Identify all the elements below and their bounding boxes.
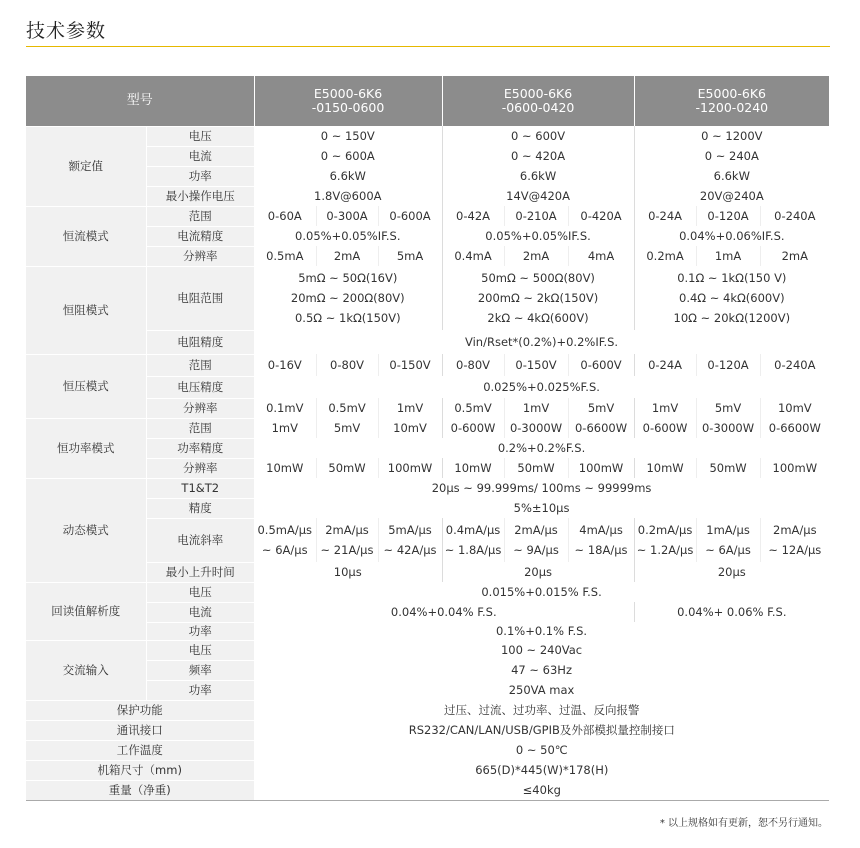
cell: 0.04%+ 0.06% F.S. [634,602,829,622]
cell: 1.8V@600A [314,189,382,203]
cell: 5mΩ ~ 50Ω(16V) 20mΩ ~ 200Ω(80V) 0.5Ω ~ 1kΩ(150V) [290,271,405,325]
cell: 2mA [316,246,378,266]
row-label: 电压 [146,640,254,660]
cell: 14V@420A [442,186,634,206]
page-title: 技术参数 [26,20,107,42]
row-label: 电阻精度 [146,330,254,354]
cell: 0.025%+0.025%F.S. [483,380,600,394]
cell: 0.2mA/μs ~ 1.2A/μs [634,518,696,562]
cell: 0-6600W [760,418,829,438]
cell: 过压、过流、过功率、过温、反向报警 [444,703,640,717]
group-ac: 交流输入 [26,640,146,700]
group-dynamic: 动态模式 [26,478,146,582]
cell: 0.05%+0.05%IF.S. [295,229,401,243]
ac-power-row [26,680,829,700]
cc-accuracy-row [26,226,829,246]
row-label: 功率 [146,166,254,186]
cell: 0.1mV [266,401,304,415]
cell: 10mW [442,458,504,478]
row-label: 电阻范围 [146,266,254,330]
cell: 2mA [760,246,829,266]
row-label: 保护功能 [26,700,254,720]
cell: 1mA/μs ~ 6A/μs [696,518,760,562]
cell: 250VA max [508,683,575,697]
group-cc: 恒流模式 [26,206,146,266]
cell: 0.4mA/μs ~ 1.8A/μs [442,518,504,562]
cell: 2mA/μs ~ 12A/μs [760,518,829,562]
cell: 4mA/μs ~ 18A/μs [568,518,634,562]
cell: 1mV [271,421,298,435]
cell: 0.4mA [442,246,504,266]
cell: 0-60A [267,209,302,223]
row-label: 电压精度 [146,376,254,398]
dyn-rise-row [26,562,829,582]
cell: 0-3000W [504,418,568,438]
misc-row [26,780,829,800]
row-label: 范围 [146,354,254,376]
row-label: 分辨率 [146,398,254,418]
cell: 100mW [378,458,442,478]
cell: 0 ~ 420A [442,146,634,166]
cell: 0.04%+0.04% F.S. [390,605,497,619]
cell: 0-3000W [696,418,760,438]
group-rated: 额定值 [26,126,146,206]
row-label: 电流斜率 [146,518,254,562]
cp-range-row [26,418,829,438]
cell: 50mΩ ~ 500Ω(80V) 200mΩ ~ 2kΩ(150V) 2kΩ ~ 4kΩ(600V) [442,266,634,330]
row-label: 功率精度 [146,438,254,458]
cell: 47 ~ 63Hz [511,663,572,677]
dyn-slew-row [26,518,829,562]
cell: 0-600A [378,206,442,226]
group-cv: 恒压模式 [26,354,146,418]
cell: 50mW [316,458,378,478]
cell: 6.6kW [329,169,366,183]
cell: 0 ~ 1200V [634,126,829,146]
cell: 0-240A [760,206,829,226]
row-label: 电压 [146,582,254,602]
cell: 0-42A [442,206,504,226]
rated-power-row [26,166,829,186]
cell: 50mW [696,458,760,478]
cell: 1mV [504,398,568,418]
cell: 0.04%+0.06%IF.S. [634,226,829,246]
model-1: E5000-6K6 -0150-0600 [254,76,442,126]
row-label: 电压 [146,126,254,146]
row-label: 范围 [146,206,254,226]
row-label: T1&T2 [146,478,254,498]
header-row [26,76,829,126]
title-underline [26,46,830,47]
cell: 0-6600W [568,418,634,438]
cell: 0-16V [267,358,302,372]
cell: ≤40kg [254,780,829,800]
cell: 0-120A [696,354,760,376]
rb-voltage-row [26,582,829,602]
row-label: 分辨率 [146,246,254,266]
cell: 100mW [760,458,829,478]
cc-range-row [26,206,829,226]
cell: 5%±10μs [513,501,570,515]
cv-range-row [26,354,829,376]
cell: 0.015%+0.015% F.S. [481,585,602,599]
cp-resolution-row [26,458,829,478]
spec-table [26,76,829,801]
footnote: * 以上规格如有更新，恕不另行通知。 [659,818,828,829]
cell: 0.1%+0.1% F.S. [495,624,588,638]
cell: 0-150V [378,354,442,376]
group-cp: 恒功率模式 [26,418,146,478]
row-label: 最小上升时间 [146,562,254,582]
cell: 0.2mA [634,246,696,266]
cell: 6.6kW [442,166,634,186]
row-label: 功率 [146,680,254,700]
row-label: 范围 [146,418,254,438]
cell: 100 ~ 240Vac [500,643,583,657]
cell: 0-420A [568,206,634,226]
cv-accuracy-row [26,376,829,398]
cell: 0.5mA/μs ~ 6A/μs [257,523,313,557]
cell: 5mA/μs ~ 42A/μs [378,518,442,562]
cc-resolution-row [26,246,829,266]
rated-current-row [26,146,829,166]
cell: 0-600W [442,418,504,438]
cell: 100mW [568,458,634,478]
rb-power-row [26,622,829,640]
cell: 0-80V [316,354,378,376]
misc-row [26,700,829,720]
cell: 0-24A [634,354,696,376]
cell: Vin/Rset*(0.2%)+0.2%IF.S. [464,335,619,349]
dyn-t1t2-row [26,478,829,498]
cell: 50mW [504,458,568,478]
group-readback: 回读值解析度 [26,582,146,640]
row-label: 重量（净重) [26,780,254,800]
cell: 0-300A [316,206,378,226]
cell: 5mV [696,398,760,418]
cell: 2mA [504,246,568,266]
cell: 10μs [333,565,362,579]
cp-accuracy-row [26,438,829,458]
row-label: 电流精度 [146,226,254,246]
row-label: 分辨率 [146,458,254,478]
cell: 2mA/μs ~ 21A/μs [316,518,378,562]
misc-row [26,740,829,760]
model-label: 型号 [26,76,254,126]
cell: 0.05%+0.05%IF.S. [442,226,634,246]
cell: 0 ~ 50℃ [515,743,568,757]
row-label: 最小操作电压 [146,186,254,206]
cell: 5mA [378,246,442,266]
cell: 0-120A [696,206,760,226]
row-label: 频率 [146,660,254,680]
cell: 0-24A [634,206,696,226]
row-label: 通讯接口 [26,720,254,740]
ac-frequency-row [26,660,829,680]
cell: 6.6kW [634,166,829,186]
cell: 2mA/μs ~ 9A/μs [504,518,568,562]
cell: 0-600W [634,418,696,438]
cell: 0.2%+0.2%F.S. [497,441,586,455]
cell: 4mA [568,246,634,266]
cell: 1mV [378,398,442,418]
model-3: E5000-6K6 -1200-0240 [634,76,829,126]
cell: 0 ~ 600A [320,149,375,163]
cell: 20V@240A [634,186,829,206]
cell: 0.5mV [442,398,504,418]
misc-row [26,760,829,780]
row-label: 电流 [146,146,254,166]
misc-row [26,720,829,740]
cell: 0.5mV [316,398,378,418]
cell: 20μs [634,562,829,582]
cell: 20μs ~ 99.999ms/ 100ms ~ 99999ms [431,481,652,495]
dyn-accuracy-row [26,498,829,518]
cell: RS232/CAN/LAN/USB/GPIB及外部模拟量控制接口 [408,723,675,737]
cell: 0-150V [504,354,568,376]
rated-min-voltage-row [26,186,829,206]
cell: 10mV [760,398,829,418]
ac-voltage-row [26,640,829,660]
row-label: 机箱尺寸（mm) [26,760,254,780]
cell: 10mW [634,458,696,478]
cell: 0-240A [760,354,829,376]
cell: 665(D)*445(W)*178(H) [475,763,609,777]
cell: 0.1Ω ~ 1kΩ(150 V) 0.4Ω ~ 4kΩ(600V) 10Ω ~ 20kΩ(1200V) [634,266,829,330]
model-2: E5000-6K6 -0600-0420 [442,76,634,126]
cell: 0-210A [504,206,568,226]
group-cr: 恒阻模式 [26,266,146,354]
cell: 20μs [442,562,634,582]
row-label: 工作温度 [26,740,254,760]
cell: 0.5mA [266,249,304,263]
cell: 0-80V [442,354,504,376]
cr-accuracy-row [26,330,829,354]
cell: 0 ~ 600V [442,126,634,146]
cv-resolution-row [26,398,829,418]
cell: 0 ~ 240A [634,146,829,166]
cell: 1mA [696,246,760,266]
row-label: 精度 [146,498,254,518]
rated-voltage-row [26,126,829,146]
cell: 0-600V [568,354,634,376]
cell: 5mV [568,398,634,418]
cell: 0 ~ 150V [320,129,375,143]
cell: 10mV [378,418,442,438]
rb-current-row [26,602,829,622]
cell: 1mV [634,398,696,418]
cr-range-row [26,266,829,330]
cell: 5mV [316,418,378,438]
cell: 10mW [266,461,304,475]
row-label: 功率 [146,622,254,640]
row-label: 电流 [146,602,254,622]
